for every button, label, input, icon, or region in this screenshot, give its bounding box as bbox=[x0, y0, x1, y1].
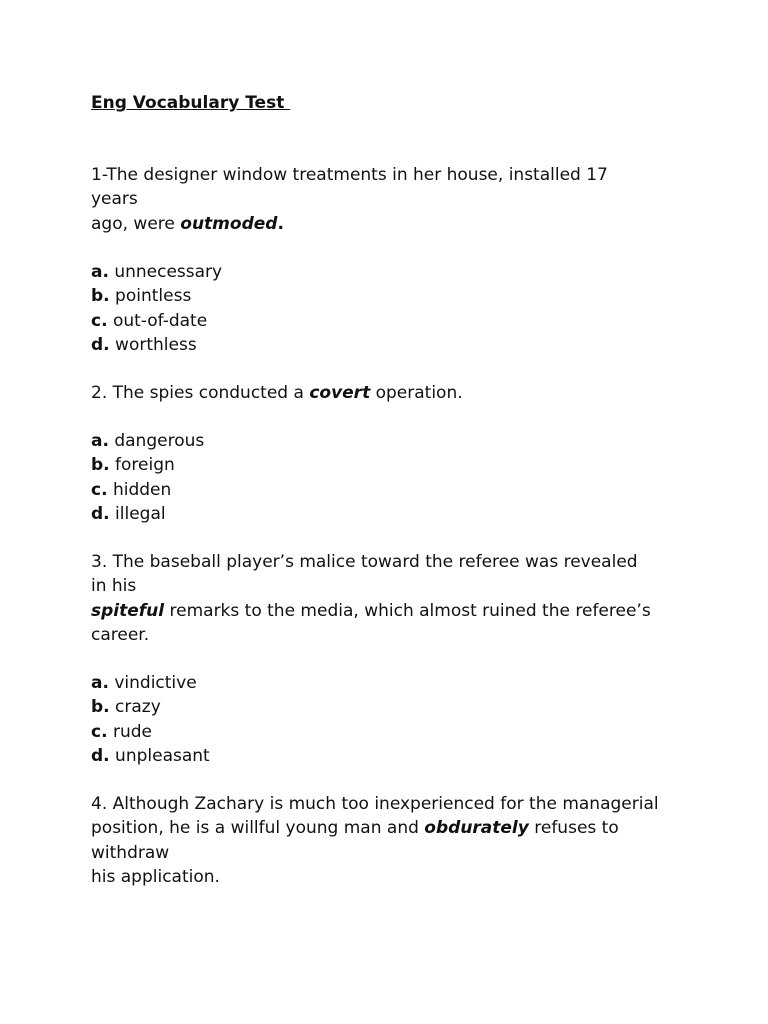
question-2-text-before: 2. The spies conducted a bbox=[91, 383, 310, 403]
question-4-text-after: refuses to bbox=[528, 818, 619, 838]
option-text: worthless bbox=[109, 335, 197, 355]
question-2-option-b bbox=[91, 453, 175, 477]
option-text: crazy bbox=[109, 697, 161, 717]
question-1-text-after: . bbox=[277, 214, 284, 234]
question-4-line-2 bbox=[91, 816, 619, 840]
option-letter: b. bbox=[91, 697, 110, 717]
question-4-keyword: obdurately bbox=[424, 818, 529, 838]
question-4-text-before: position, he is a willful young man and bbox=[91, 818, 425, 838]
question-1-option-a bbox=[91, 260, 222, 284]
document-title: Eng Vocabulary Test bbox=[91, 93, 291, 113]
option-text: foreign bbox=[109, 455, 175, 475]
option-letter: d. bbox=[91, 504, 110, 524]
option-letter: b. bbox=[91, 455, 110, 475]
option-letter: a. bbox=[91, 262, 109, 282]
option-letter: a. bbox=[91, 431, 109, 451]
question-1-line-2: years bbox=[91, 189, 138, 209]
question-3-option-d bbox=[91, 744, 210, 768]
question-1-keyword: outmoded bbox=[180, 214, 278, 234]
question-3-option-a bbox=[91, 671, 197, 695]
question-2-option-a bbox=[91, 429, 204, 453]
question-4-line-4: his application. bbox=[91, 867, 220, 887]
question-2-option-d bbox=[91, 502, 166, 526]
question-2-option-c bbox=[91, 478, 171, 502]
question-4-line-1: 4. Although Zachary is much too inexperienced for the managerial bbox=[91, 794, 659, 814]
question-1-text-before: ago, were bbox=[91, 214, 181, 234]
question-1-option-b bbox=[91, 284, 191, 308]
question-1-line-3 bbox=[91, 212, 284, 236]
option-text: pointless bbox=[109, 286, 192, 306]
option-text: rude bbox=[107, 722, 152, 742]
question-3-text-after: remarks to the media, which almost ruined the referee’s bbox=[164, 601, 651, 621]
option-text: dangerous bbox=[108, 431, 205, 451]
question-1-option-d bbox=[91, 333, 197, 357]
option-letter: d. bbox=[91, 746, 110, 766]
question-2-text-after: operation. bbox=[370, 383, 463, 403]
option-text: out-of-date bbox=[107, 311, 208, 331]
question-3-line-1: 3. The baseball player’s malice toward the referee was revealed bbox=[91, 552, 638, 572]
question-2-keyword: covert bbox=[309, 383, 371, 403]
question-1-line-1: 1-The designer window treatments in her house, installed 17 bbox=[91, 165, 608, 185]
question-3-line-4: career. bbox=[91, 625, 150, 645]
option-letter: c. bbox=[91, 722, 108, 742]
question-3-line-2: in his bbox=[91, 576, 137, 596]
question-1-option-c bbox=[91, 309, 207, 333]
question-3-line-3 bbox=[91, 599, 651, 623]
option-letter: c. bbox=[91, 311, 108, 331]
option-text: unpleasant bbox=[109, 746, 210, 766]
option-letter: c. bbox=[91, 480, 108, 500]
option-text: hidden bbox=[107, 480, 172, 500]
question-3-keyword: spiteful bbox=[91, 601, 165, 621]
question-4-line-3: withdraw bbox=[91, 843, 170, 863]
option-text: vindictive bbox=[108, 673, 197, 693]
question-2-line-1 bbox=[91, 381, 463, 405]
option-letter: a. bbox=[91, 673, 109, 693]
option-text: illegal bbox=[109, 504, 166, 524]
question-3-option-c bbox=[91, 720, 152, 744]
option-letter: d. bbox=[91, 335, 110, 355]
option-letter: b. bbox=[91, 286, 110, 306]
option-text: unnecessary bbox=[108, 262, 223, 282]
question-3-option-b bbox=[91, 695, 161, 719]
